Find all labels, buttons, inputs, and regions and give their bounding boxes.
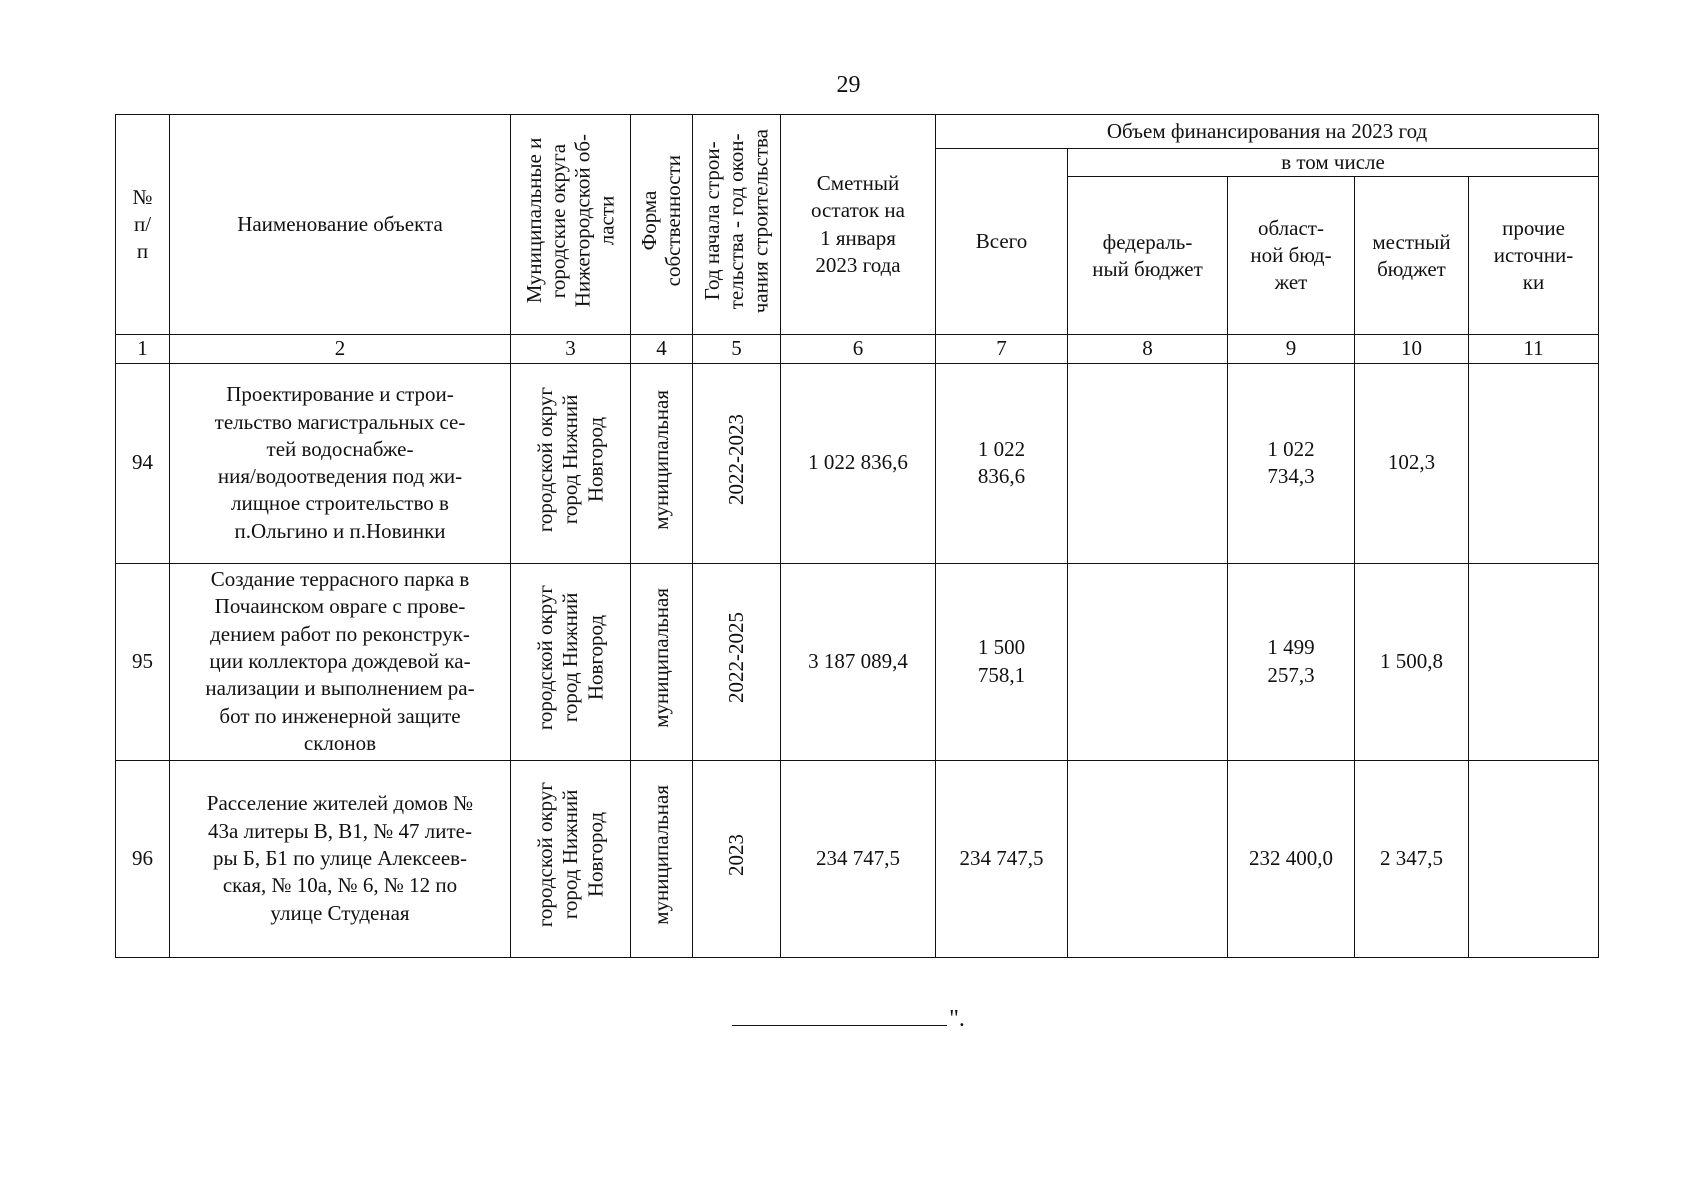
column-number: 2 [170, 335, 511, 363]
object-name: Расселение жителей домов № 43а литеры В, В1, № 47 лите- ры Б, Б1 по улице Алексеев- ская, № 10а, № 6, № 12 по улице Студеная [170, 760, 511, 957]
row-number: 94 [116, 363, 170, 563]
header-funding-group: Объем финансирования на 2023 год [936, 115, 1599, 149]
header-municipality: Муниципальные и городские округа Нижегородской об- ласти [511, 115, 631, 335]
header-total: Всего [936, 149, 1068, 335]
table-row [116, 563, 1599, 760]
years-cell: 2022-2025 [693, 563, 781, 760]
balance-cell: 1 022 836,6 [781, 363, 936, 563]
signature-line [732, 1005, 947, 1026]
other-cell [1469, 363, 1599, 563]
municipality-cell: городской округ город Нижний Новгород [511, 563, 631, 760]
table-row [116, 363, 1599, 563]
column-number: 9 [1228, 335, 1355, 363]
header-num: № п/ п [116, 115, 170, 335]
federal-cell [1068, 363, 1228, 563]
row-number: 95 [116, 563, 170, 760]
regional-cell: 1 022 734,3 [1228, 363, 1355, 563]
row-number: 96 [116, 760, 170, 957]
closing-quote: ". [949, 1006, 965, 1032]
federal-cell [1068, 563, 1228, 760]
column-number: 10 [1355, 335, 1469, 363]
column-number: 4 [631, 335, 693, 363]
other-cell [1469, 563, 1599, 760]
closing-mark [0, 1005, 1697, 1033]
header-federal: федераль- ный бюджет [1068, 177, 1228, 335]
municipality-cell: городской округ город Нижний Новгород [511, 760, 631, 957]
total-cell: 1 022 836,6 [936, 363, 1068, 563]
column-number: 8 [1068, 335, 1228, 363]
column-number: 3 [511, 335, 631, 363]
municipality-cell: городской округ город Нижний Новгород [511, 363, 631, 563]
ownership-cell: муниципальная [631, 760, 693, 957]
years-cell: 2023 [693, 760, 781, 957]
header-balance: Сметный остаток на 1 января 2023 года [781, 115, 936, 335]
column-number-row [116, 335, 1599, 363]
header-ownership: Форма собственности [631, 115, 693, 335]
regional-cell: 232 400,0 [1228, 760, 1355, 957]
column-number: 11 [1469, 335, 1599, 363]
header-including: в том числе [1068, 149, 1599, 177]
balance-cell: 234 747,5 [781, 760, 936, 957]
regional-cell: 1 499 257,3 [1228, 563, 1355, 760]
local-cell: 102,3 [1355, 363, 1469, 563]
total-cell: 234 747,5 [936, 760, 1068, 957]
years-cell: 2022-2023 [693, 363, 781, 563]
page-number: 29 [836, 72, 861, 98]
column-number: 5 [693, 335, 781, 363]
header-other: прочие источни- ки [1469, 177, 1599, 335]
local-cell: 1 500,8 [1355, 563, 1469, 760]
financing-table [115, 114, 1599, 958]
other-cell [1469, 760, 1599, 957]
header-regional: област- ной бюд- жет [1228, 177, 1355, 335]
header-years: Год начала строи- тельства - год окон- чания строительства [693, 115, 781, 335]
federal-cell [1068, 760, 1228, 957]
object-name: Создание террасного парка в Почаинском овраге с прове- дением работ по реконструк- ции коллектора дождевой ка- нализации и выполнением ра- бот по инженерной защите склонов [170, 563, 511, 760]
header-name: Наименование объекта [170, 115, 511, 335]
column-number: 1 [116, 335, 170, 363]
local-cell: 2 347,5 [1355, 760, 1469, 957]
balance-cell: 3 187 089,4 [781, 563, 936, 760]
total-cell: 1 500 758,1 [936, 563, 1068, 760]
ownership-cell: муниципальная [631, 563, 693, 760]
column-number: 6 [781, 335, 936, 363]
ownership-cell: муниципальная [631, 363, 693, 563]
header-local: местный бюджет [1355, 177, 1469, 335]
object-name: Проектирование и строи- тельство магистральных се- тей водоснабже- ния/водоотведения под жи- лищное строительство в п.Ольгино и п.Новинки [170, 363, 511, 563]
column-number: 7 [936, 335, 1068, 363]
table-row [116, 760, 1599, 957]
